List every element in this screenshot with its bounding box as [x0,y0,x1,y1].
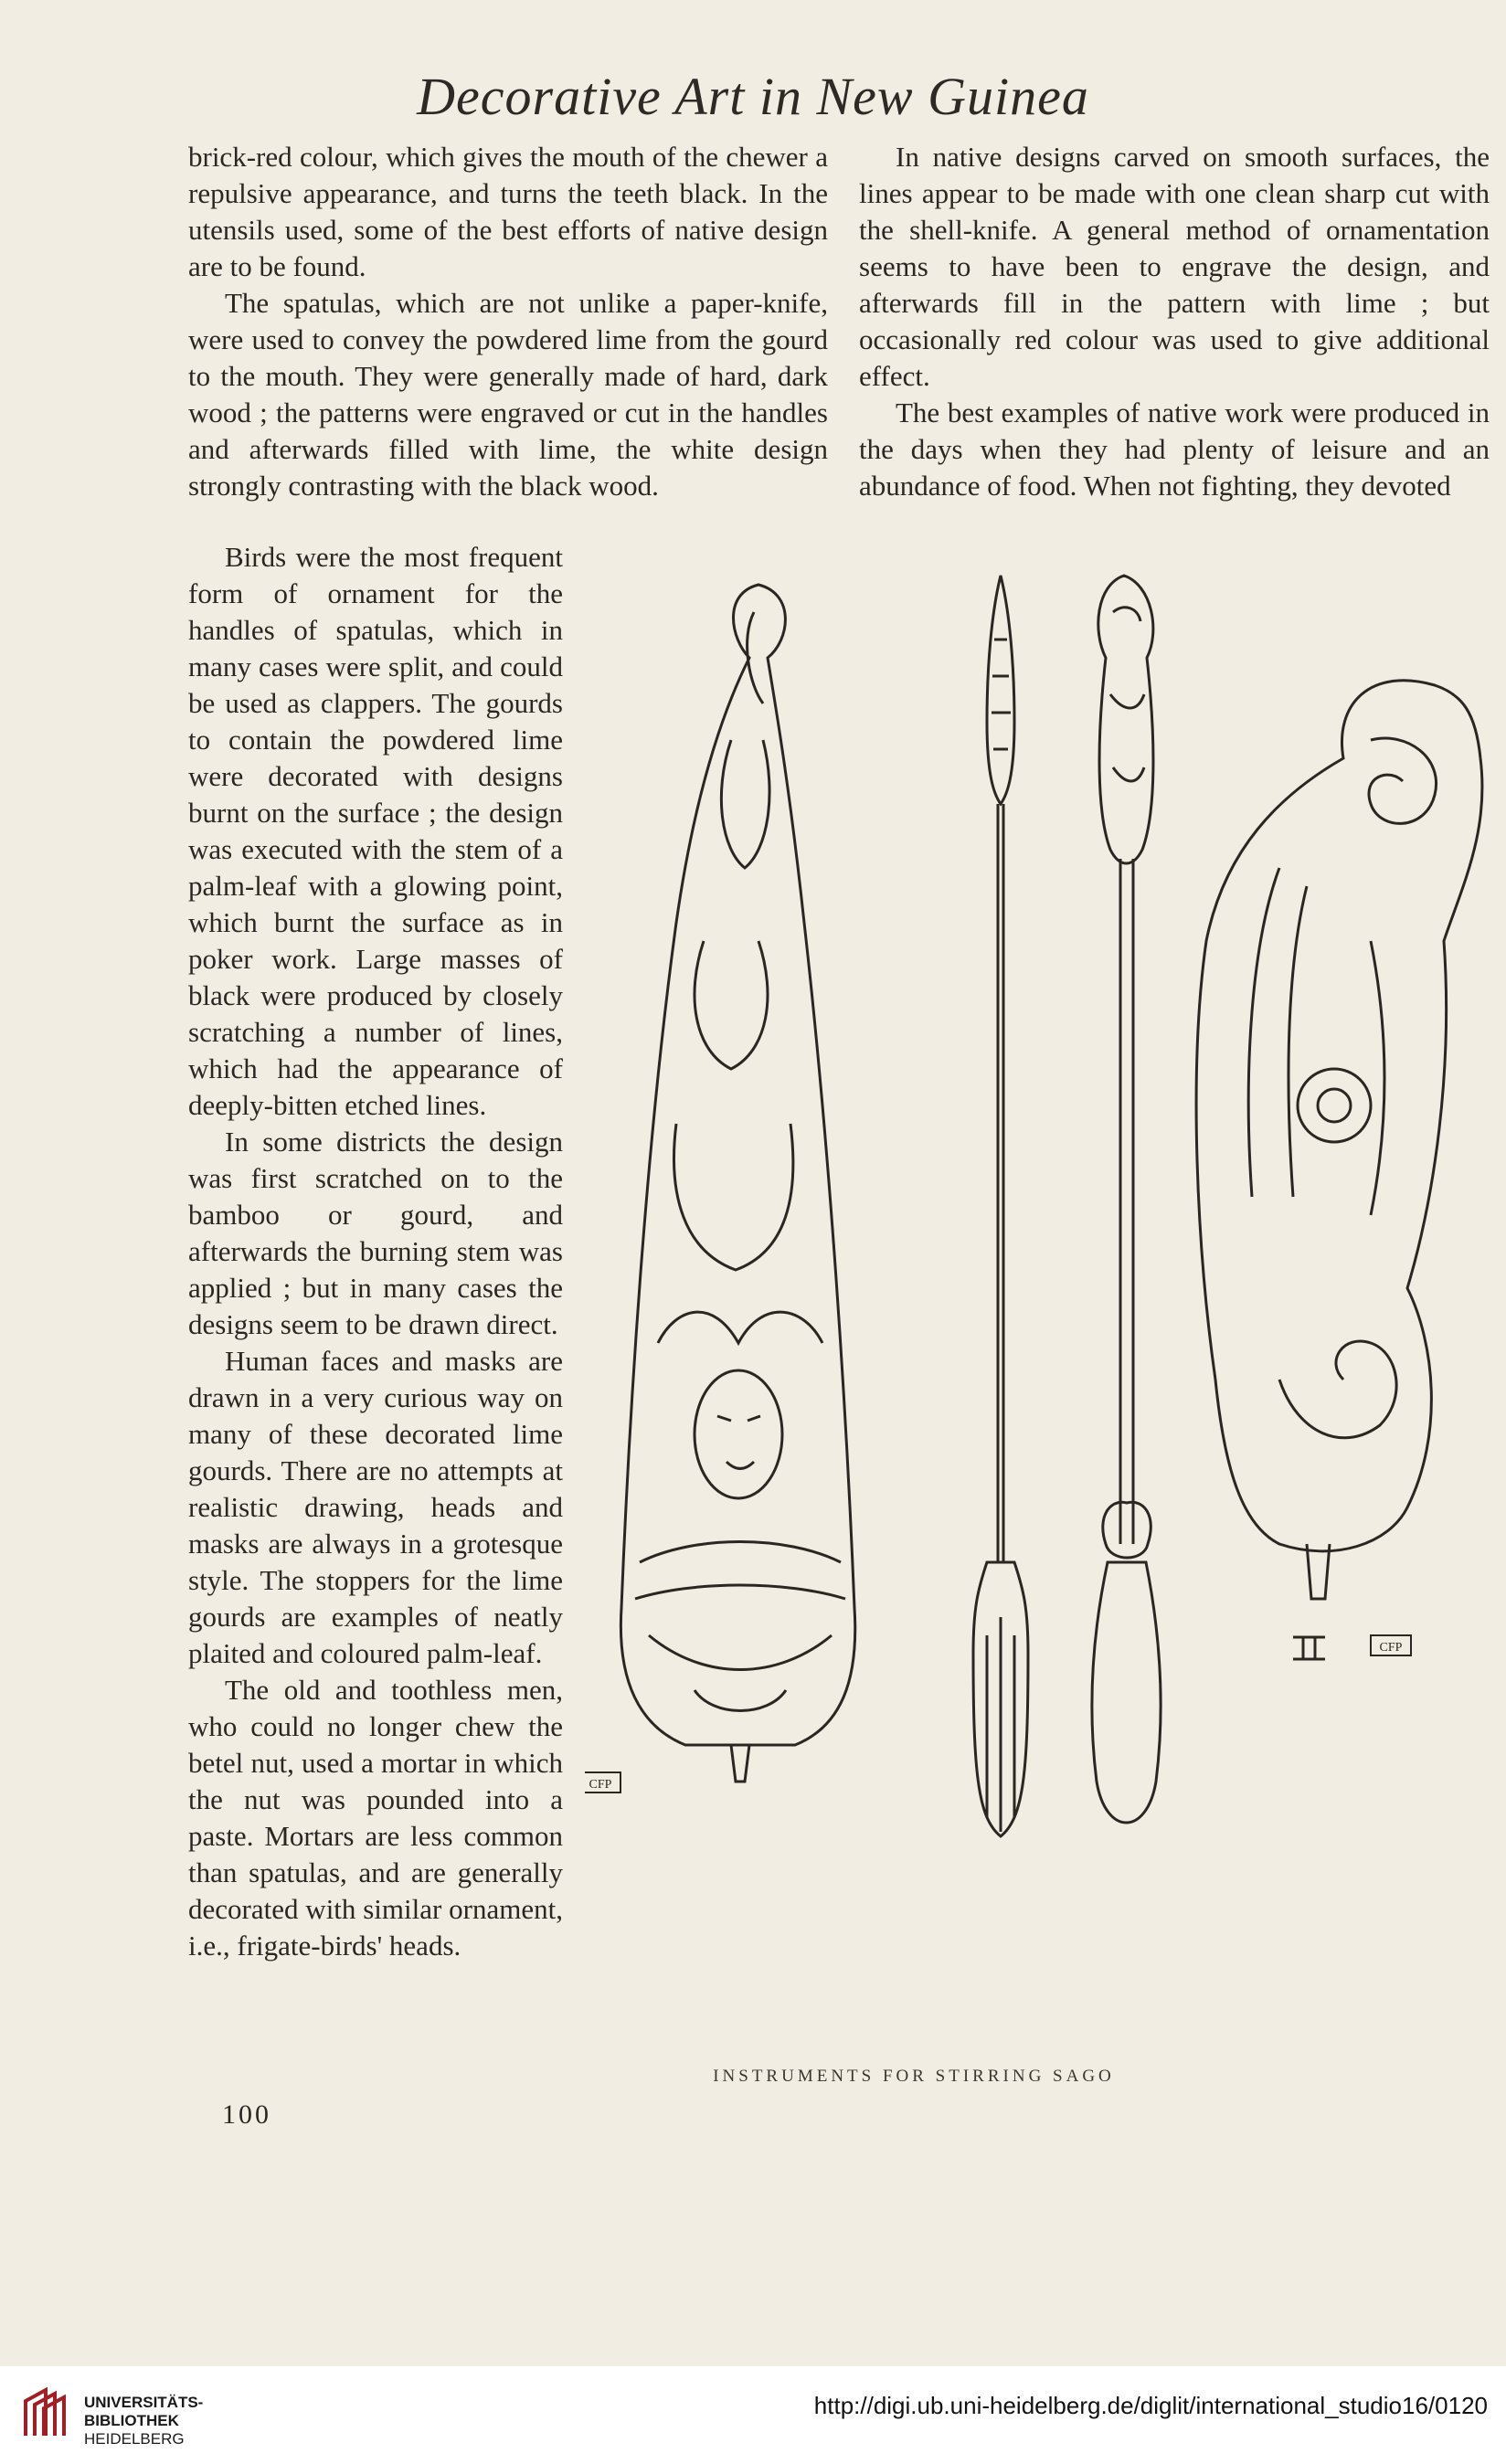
paragraph: The spatulas, which are not unlike a paper-knife, were used to convey the powdered lime from the gourd to the mouth. They were generally made of hard, dark wood ; the patterns were engraved or cut in the handles and afterwards filled with lime, the white design strongly contrasting with the black wood. [188,287,828,502]
carved-paddle-instrument [620,585,854,1782]
sago-instruments-illustration [585,557,1499,2037]
left-column-top [188,139,828,504]
figure-caption: INSTRUMENTS FOR STIRRING SAGO [713,2067,1115,2086]
paragraph: In native designs carved on smooth surfaces, the lines appear to be made with one clean sharp cut with the shell-knife. A general method of ornamentation seems to have been to engrave the design, and afterwards fill in the pattern with lime ; but occasionally red colour was used to give additional effect. [859,141,1490,392]
library-logo-icon [18,2385,77,2443]
library-name: UNIVERSITÄTS- BIBLIOTHEK HEIDELBERG [84,2394,204,2448]
bird-head-stirrer-instrument [1092,576,1161,1823]
left-column-narrow [188,539,563,1964]
thin-rod-instrument [973,576,1028,1836]
paragraph: In some districts the design was first scratched on to the bamboo or gourd, and afterwards the burning stem was applied ; but in many cases the designs seem to be drawn direct. [188,1126,563,1340]
hooked-carved-instrument [1196,681,1482,1599]
paragraph: brick-red colour, which gives the mouth of the chewer a repulsive appearance, and turns the teeth black. In the utensils used, some of the best efforts of native design are to be found. [188,141,828,282]
paragraph: The best examples of native work were produced in the days when they had plenty of leisure and an abundance of food. When not fighting, they devoted [859,397,1490,502]
source-url-link[interactable]: http://digi.ub.uni-heidelberg.de/diglit/international_studio16/0120 [813,2392,1488,2419]
page-number: 100 [222,2099,271,2130]
cfp-monogram-left-text: CFP [589,1778,612,1792]
plate-number-mark [1293,1637,1325,1659]
running-head: Decorative Art in New Guinea [417,67,1089,126]
paragraph: The old and toothless men, who could no longer chew the betel nut, used a mortar in which the nut was pounded into a paste. Mortars are less common than spatulas, and are generally decorated with similar ornament, i.e., frigate-birds' heads. [188,1674,563,1962]
paragraph: Birds were the most frequent form of ornament for the handles of spatulas, which in many cases were split, and could be used as clappers. The gourds to contain the powdered lime were decorated with designs burnt on the surface ; the design was executed with the stem of a palm-leaf with a glowing point, which burnt the surface as in poker work. Large masses of black were produced by closely scratching a number of lines, which had the appearance of deeply-bitten etched lines. [188,541,563,1121]
cfp-monogram-right-text: CFP [1379,1641,1403,1655]
library-footer [0,2366,1506,2464]
right-column [859,139,1490,504]
paragraph: Human faces and masks are drawn in a very curious way on many of these decorated lime gourds. There are no attempts at realistic drawing, heads and masks are always in a grotesque style. The stoppers for the lime gourds are examples of neatly plaited and coloured palm-leaf. [188,1345,563,1669]
